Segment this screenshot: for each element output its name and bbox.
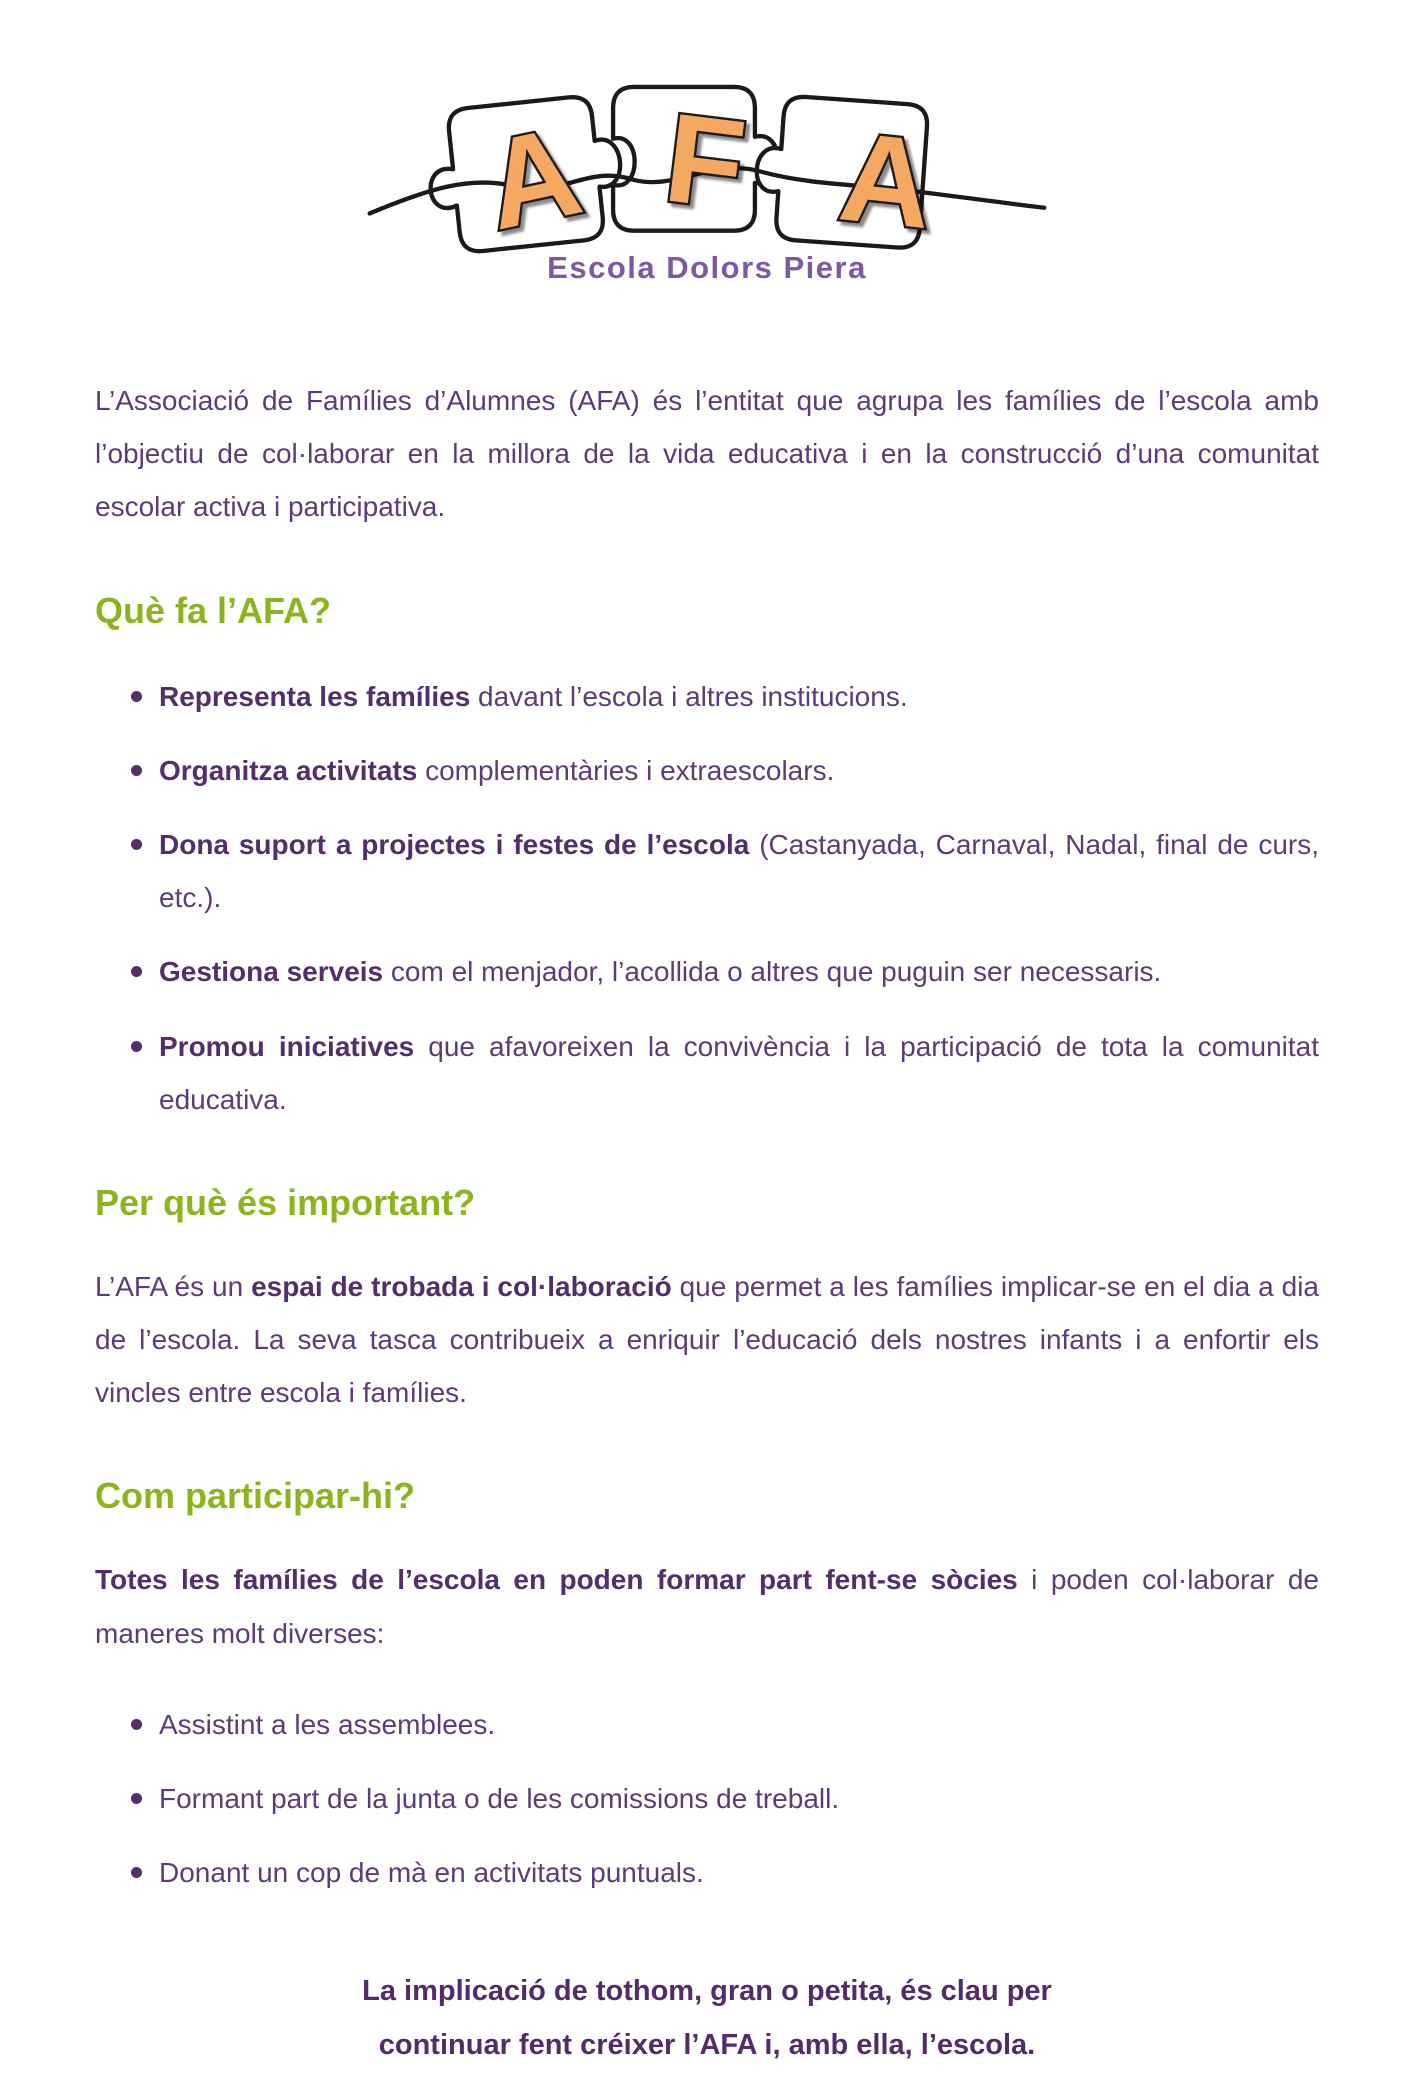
list-item-text: com el menjador, l’acollida o altres que puguin ser necessaris. <box>383 956 1162 988</box>
list-item <box>95 1698 1319 1751</box>
paragraph-bold: Totes les famílies de l’escola en poden formar part fent-se sòcies <box>95 1564 1018 1596</box>
list-item-text: (Castanyada, Carnaval, Nadal, final de curs, etc.). <box>159 828 1320 914</box>
section-heading-important: Per què és important? <box>95 1181 476 1223</box>
list-item-bold: Gestiona serveis <box>159 956 384 988</box>
logo-letter-a1: A <box>473 98 592 257</box>
participation-list <box>95 1698 1319 1900</box>
list-item-text: complementàries i extraescolars. <box>417 754 835 786</box>
list-item-text: Donant un cop de mà en activitats puntuals. <box>159 1857 704 1889</box>
list-item <box>95 670 1319 723</box>
closing-statement <box>95 1965 1319 2072</box>
paragraph-text: que permet a les famílies implicar-se en el dia a dia de l’escola. La seva tasca contribueix a enriquir l’educació dels nostres infants i a enfortir els vincles entre escola i famílies. <box>95 1270 1320 1409</box>
afa-puzzle-logo-icon <box>362 62 1052 257</box>
closing-line-2: continuar fent créixer l’AFA i, amb ella, l’escola. <box>378 2029 1036 2062</box>
logo-letter-f: F <box>658 85 753 237</box>
list-item-text: que afavoreixen la convivència i la participació de tota la comunitat educativa. <box>159 1030 1319 1115</box>
list-item <box>95 818 1319 924</box>
list-item <box>95 945 1319 998</box>
list-item-text: davant l’escola i altres institucions. <box>470 680 908 712</box>
list-item <box>95 744 1319 797</box>
section-heading-que-fa: Què fa l’AFA? <box>95 589 332 631</box>
afa-functions-list <box>95 670 1319 1126</box>
list-item-bold: Organitza activitats <box>159 754 418 786</box>
list-item <box>95 1772 1319 1825</box>
list-item-bold: Promou iniciatives <box>159 1030 415 1062</box>
closing-line-1: La implicació de tothom, gran o petita, és clau per <box>362 1975 1052 2008</box>
afa-logo <box>95 0 1319 286</box>
list-item-text: Formant part de la junta o de les comissions de treball. <box>159 1783 840 1814</box>
logo-letter-a2: A <box>833 104 940 256</box>
logo-subtitle: Escola Dolors Piera <box>547 250 867 285</box>
section-heading-participar: Com participar-hi? <box>95 1475 416 1517</box>
importance-paragraph <box>95 1260 1319 1420</box>
list-item-bold: Dona suport a projectes i festes de l’escola <box>159 828 750 860</box>
list-item-bold: Representa les famílies <box>159 680 471 712</box>
list-item-text: Assistint a les assemblees. <box>159 1708 496 1740</box>
paragraph-bold: espai de trobada i col·laboració <box>251 1270 672 1302</box>
list-item <box>95 1020 1319 1126</box>
intro-paragraph: L’Associació de Famílies d’Alumnes (AFA) és l’entitat que agrupa les famílies de l’escola amb l’objectiu de col·laborar en la millora de la vida educativa i en la construcció d’una comunitat escolar activa i participativa. <box>95 385 1319 523</box>
paragraph-text: i poden col·laborar de maneres molt diverses: <box>95 1564 1319 1649</box>
participation-paragraph <box>95 1553 1319 1659</box>
paragraph-text: L’AFA és un <box>95 1270 252 1302</box>
list-item <box>95 1846 1319 1899</box>
